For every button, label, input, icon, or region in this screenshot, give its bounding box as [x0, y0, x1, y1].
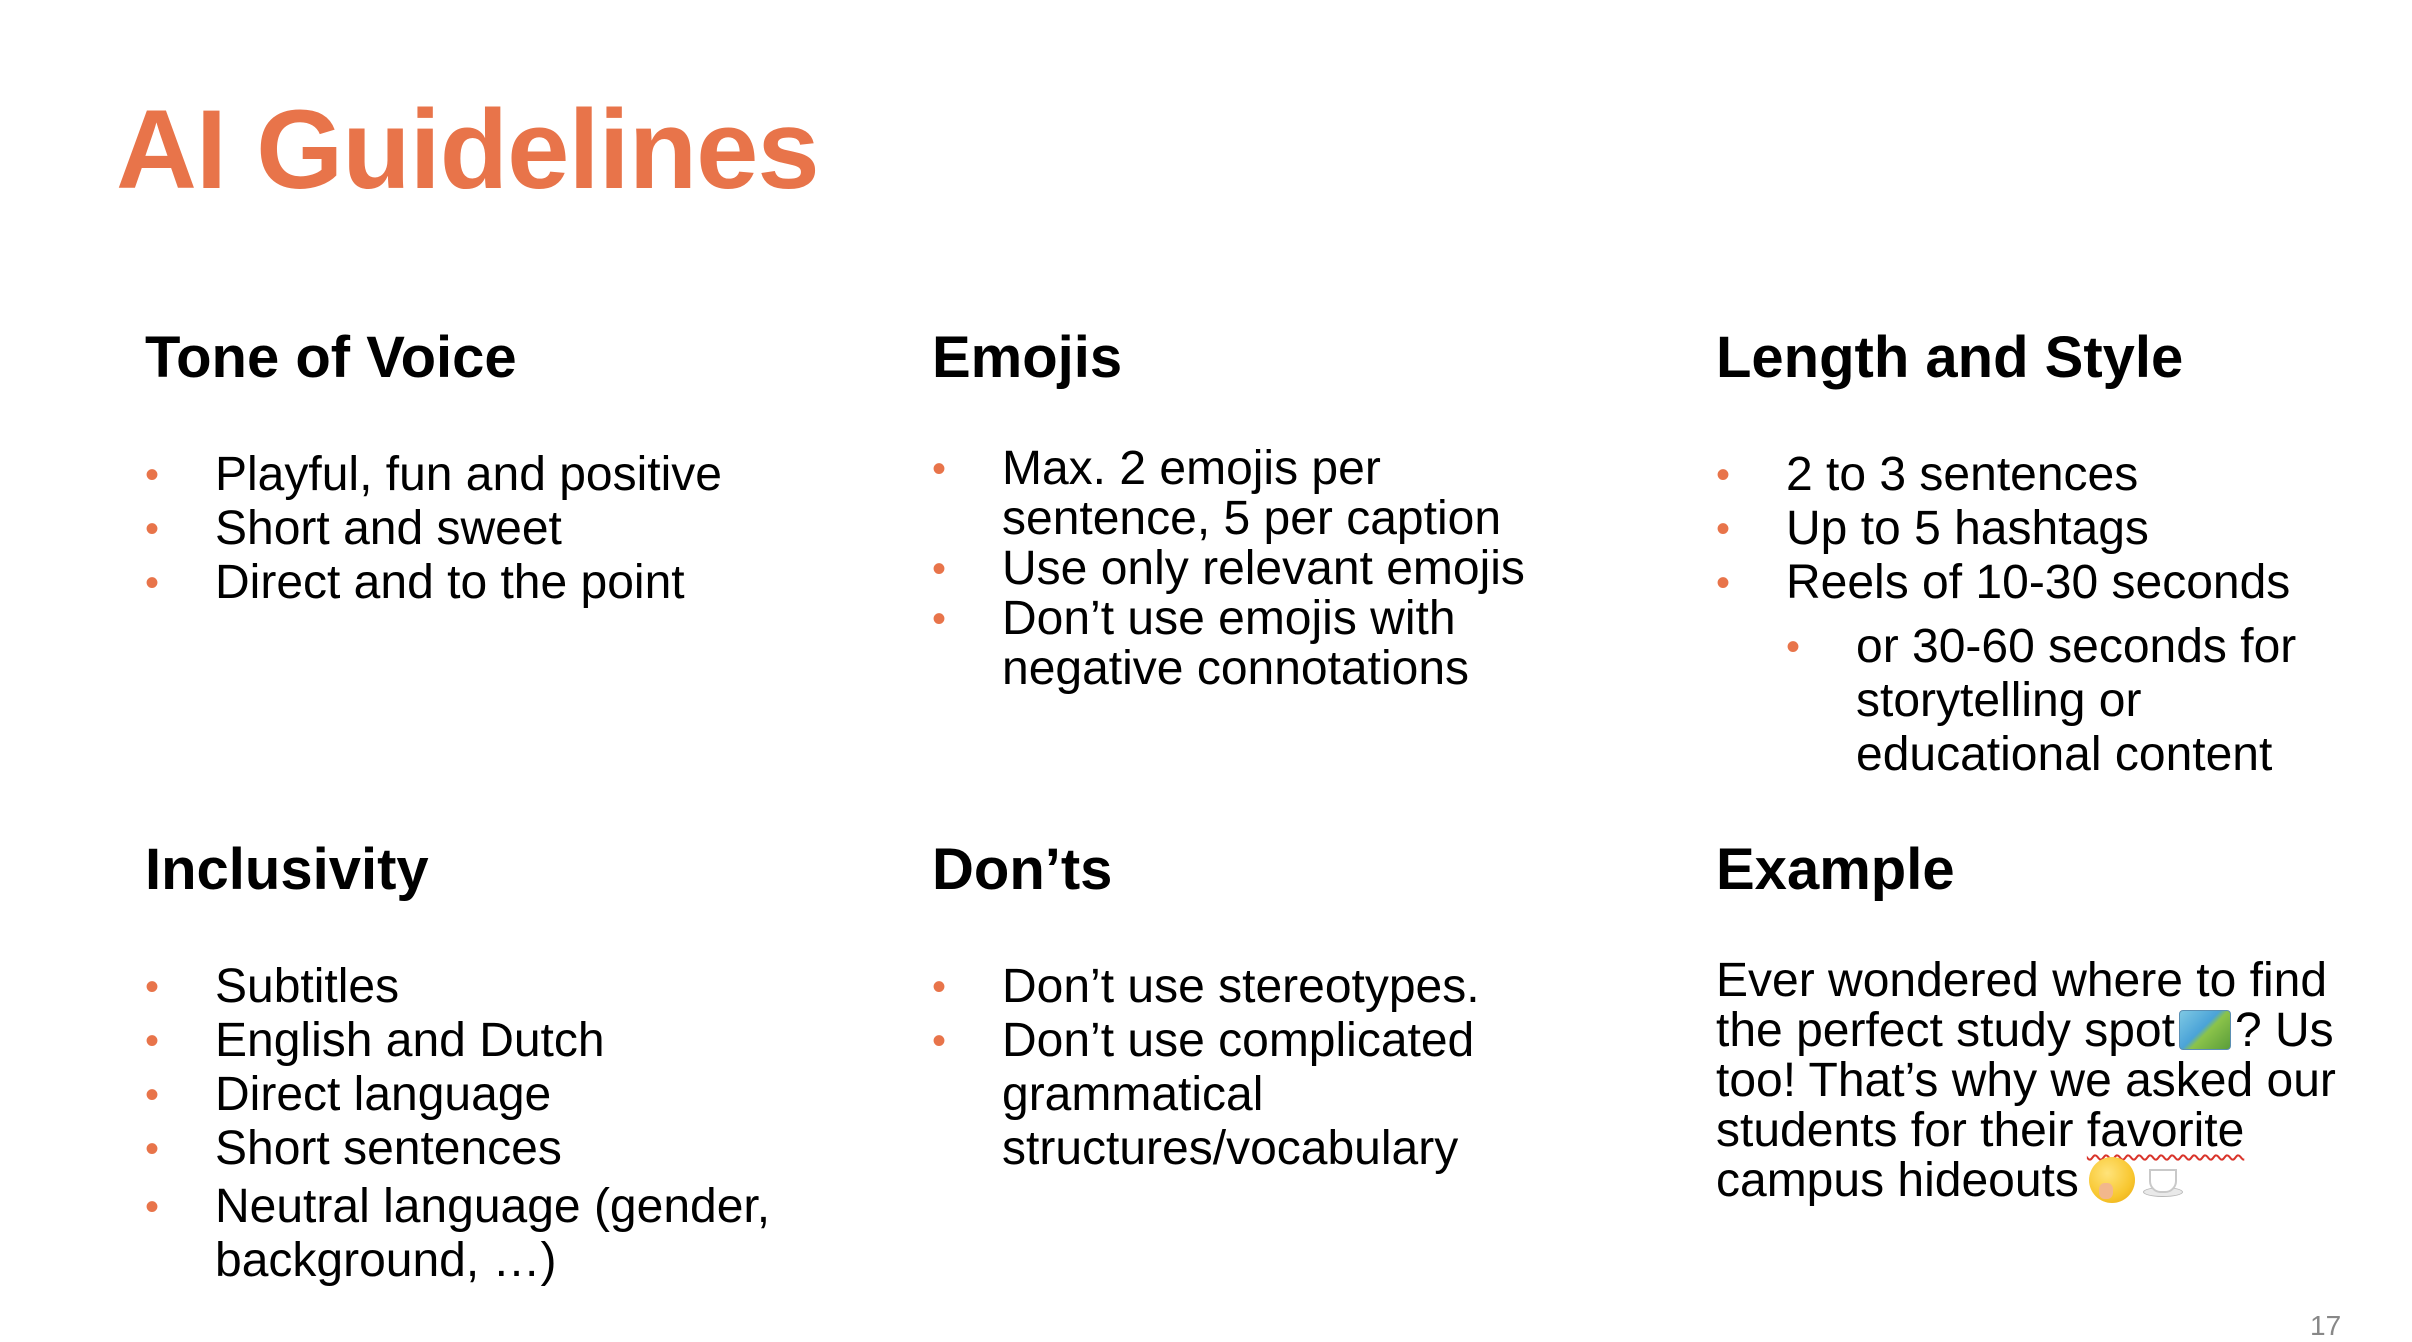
list-item: • Don’t use emojis with negative connotations	[932, 594, 1552, 694]
bullet-list	[145, 448, 865, 610]
page-number: 17	[2310, 1310, 2342, 1341]
bullet-list	[145, 960, 865, 1288]
list-item: • Neutral language (gender, background, …)	[145, 1180, 815, 1288]
list-item: • or 30-60 seconds for storytelling or educational content	[1786, 620, 2306, 782]
example-text: campus hideouts	[1716, 1154, 2079, 1208]
list-item: • Playful, fun and positive	[145, 448, 865, 502]
misspelled-word: favorite	[2086, 1104, 2245, 1158]
list-item: • Use only relevant emojis	[932, 544, 1552, 594]
bullet-list	[932, 441, 1552, 695]
section-heading: Example	[1716, 837, 1955, 902]
coffee-cup-icon	[2139, 1163, 2185, 1197]
bullet-list	[1716, 448, 2356, 610]
example-text: Ever wondered where to find the perfect study spot	[1716, 953, 2328, 1057]
list-item: • Don’t use complicated grammatical structures/vocabulary	[932, 1014, 1502, 1176]
list-item: • Reels of 10-30 seconds	[1716, 556, 2356, 610]
bullet-list	[932, 960, 1552, 1176]
section-example	[1716, 838, 2396, 1209]
list-item: • Direct and to the point	[145, 556, 865, 610]
example-caption	[1716, 953, 2386, 1210]
section-heading: Inclusivity	[145, 837, 429, 902]
list-item: • Subtitles	[145, 960, 865, 1014]
list-item: • Don’t use stereotypes.	[932, 960, 1552, 1014]
list-item: • Short sentences	[145, 1122, 865, 1176]
slide-title: AI Guidelines	[116, 87, 819, 212]
section-heading: Emojis	[932, 325, 1123, 390]
list-item: • Up to 5 hashtags	[1716, 502, 2356, 556]
list-item: • Direct language	[145, 1068, 865, 1122]
map-icon	[2179, 1010, 2231, 1050]
section-tone-of-voice	[145, 326, 865, 610]
section-length-and-style	[1716, 326, 2356, 782]
list-item: • 2 to 3 sentences	[1716, 448, 2356, 502]
example-text: ? Us too! That’s why we asked our students for their	[1716, 1003, 2336, 1158]
list-item: • Max. 2 emojis per sentence, 5 per caption	[932, 444, 1552, 544]
section-heading: Don’ts	[932, 837, 1113, 902]
section-inclusivity	[145, 838, 865, 1288]
section-emojis	[932, 326, 1552, 694]
section-heading: Length and Style	[1716, 325, 2184, 390]
list-item: • Short and sweet	[145, 502, 865, 556]
section-heading: Tone of Voice	[145, 325, 517, 390]
list-item: • English and Dutch	[145, 1014, 865, 1068]
shushing-face-icon	[2089, 1157, 2135, 1203]
sub-bullet-list	[1786, 620, 2306, 782]
section-donts	[932, 838, 1552, 1176]
